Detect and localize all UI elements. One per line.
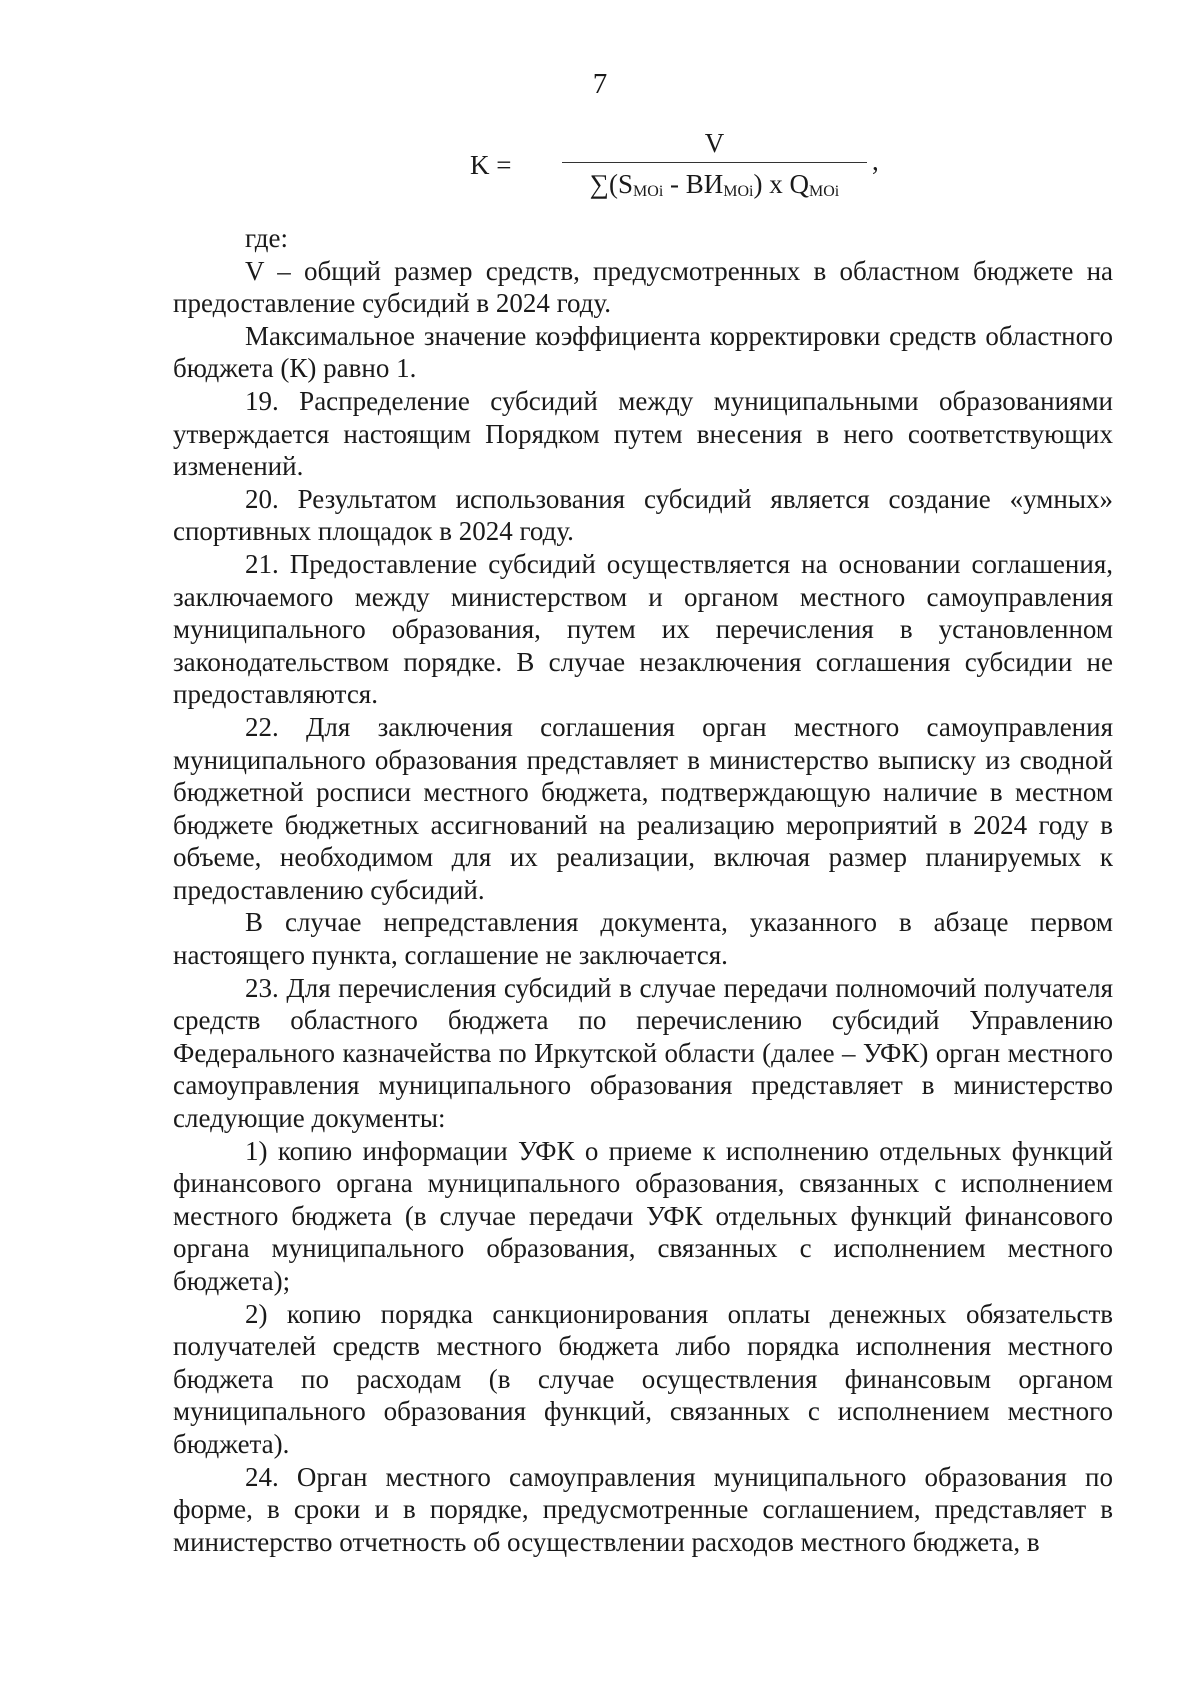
paragraph-20: 20. Результатом использования субсидий является создание «умных» спортивных площадок в 2024 году.: [173, 483, 1113, 547]
paragraph-v-definition: V – общий размер средств, предусмотренных в областном бюджете на предоставление субсидий в 2024 году.: [173, 255, 1113, 319]
den-sub-3: MOi: [809, 183, 840, 200]
paragraph-24: 24. Орган местного самоуправления муниципального образования по форме, в сроки и в порядке, предусмотренные соглашением, представляет в министерство отчетность об осуществлении расходов местного бюджета, в: [173, 1461, 1113, 1557]
formula-lhs: K =: [470, 150, 512, 180]
formula-comma: ,: [872, 146, 879, 176]
paragraph-22: 22. Для заключения соглашения орган местного самоуправления муниципального образования представляет в министерство выписку из сводной бюджетной росписи местного бюджета, подтверждающую наличие в местном бюджете бюджетных ассигнований на реализацию мероприятий в 2024 году в объеме, необходимом для их реализации, включая размер планируемых к предоставлению субсидий.: [173, 711, 1113, 905]
fraction-bar: [562, 162, 867, 163]
den-sub-1: MOi: [633, 183, 664, 200]
paragraph-23: 23. Для перечисления субсидий в случае передачи полномочий получателя средств областного бюджета по перечислению субсидий Управлению Федерального казначейства по Иркутской области (далее – УФК) орган местного самоуправления муниципального образования представляет в министерство следующие документы:: [173, 972, 1113, 1134]
coefficient-formula: [470, 126, 910, 206]
paragraph-where: где:: [245, 223, 288, 253]
den-part-2: - BИ: [663, 169, 724, 199]
paragraph-19: 19. Распределение субсидий между муниципальными образованиями утверждается настоящим Порядком путем внесения в него соответствующих изменений.: [173, 385, 1113, 482]
paragraph-22-note: В случае непредставления документа, указанного в абзаце первом настоящего пункта, соглашение не заключается.: [173, 907, 1113, 971]
formula-numerator: V: [704, 128, 725, 158]
den-part-3: ) x Q: [753, 169, 809, 199]
paragraph-23-item-2: 2) копию порядка санкционирования оплаты денежных обязательств получателей средств местного бюджета либо порядка исполнения местного бюджета по расходам (в случае осуществления финансовым органом муниципального образования функций, связанных с исполнением местного бюджета).: [173, 1298, 1113, 1459]
den-part-1: ∑(S: [589, 169, 634, 199]
paragraph-21: 21. Предоставление субсидий осуществляется на основании соглашения, заключаемого между министерством и органом местного самоуправления муниципального образования, путем их перечисления в установленном законодательством порядке. В случае незаключения соглашения субсидии не предоставляются.: [173, 548, 1113, 710]
paragraph-max-coefficient: Максимальное значение коэффициента корректировки средств областного бюджета (К) равно 1.: [173, 320, 1113, 384]
formula-denominator: [562, 167, 867, 201]
den-sub-2: MOi: [723, 183, 754, 200]
document-body: [173, 222, 1113, 1558]
formula-fraction: [562, 126, 867, 201]
paragraph-23-item-1: 1) копию информации УФК о приеме к исполнению отдельных функций финансового органа муниципального образования, связанных с исполнением местного бюджета (в случае передачи УФК отдельных функций финансового органа муниципального образования, связанных с исполнением местного бюджета);: [173, 1135, 1113, 1296]
page-number: 7: [592, 68, 608, 100]
